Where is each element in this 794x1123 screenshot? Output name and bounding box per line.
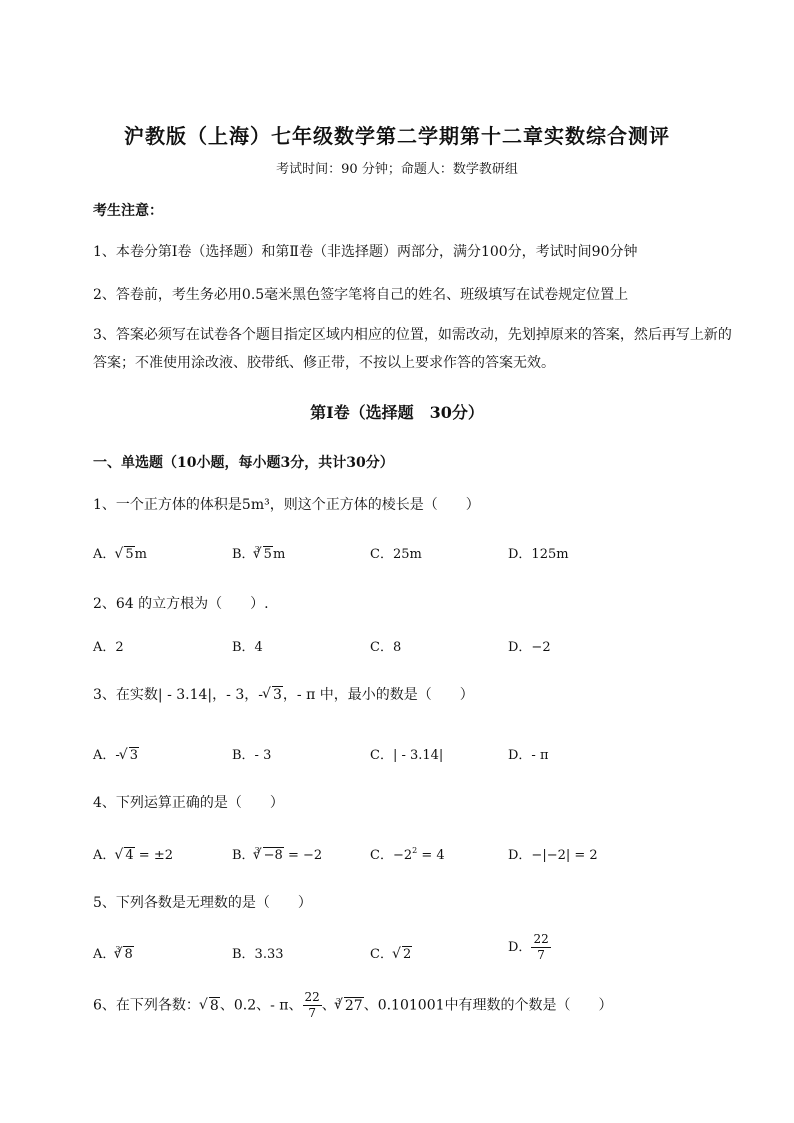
option-a: A．√ 4 = ±2: [93, 844, 173, 863]
option-c: C．| - 3.14|: [370, 748, 444, 763]
section-title: 第Ⅰ卷（选择题 30分）: [310, 403, 484, 422]
option-b: B．3.33: [232, 947, 284, 962]
option-d: D．125m: [508, 547, 569, 562]
option-b: B．$^3$√ 5m: [232, 543, 285, 562]
option-c: C．25m: [370, 547, 422, 562]
cube-root-symbol: √ 27: [335, 998, 364, 1014]
notice-heading: 考生注意：: [93, 203, 163, 219]
notice-item: 3、答案必须写在试卷各个题目指定区域内相应的位置，如需改动，先划掉原来的答案，然后再写上新的答案；不准使用涂改液、胶带纸、修正带，不按以上要求作答的答案无效。: [93, 327, 732, 371]
option-b: B．4: [232, 640, 263, 655]
option-c: C．$-2^2 = 4$: [370, 846, 445, 863]
question-stem: 5、下列各数是无理数的是（ ）: [93, 895, 312, 911]
option-c: C．8: [370, 640, 402, 655]
option-b: B．$^3$√ −8 = −2: [232, 844, 322, 863]
option-a: A．√ 5m: [93, 543, 147, 562]
question-stem: 4、下列运算正确的是（ ）: [93, 795, 284, 811]
option-d: D． $\frac{22}{7}$: [508, 932, 549, 962]
question-stem: 2、64 的立方根为（ ）.: [93, 596, 269, 612]
cube-root-symbol: √ −8: [254, 848, 284, 863]
notice-item: 2、答卷前，考生务必用0.5毫米黑色签字笔将自己的姓名、班级填写在试卷规定位置上: [93, 287, 629, 303]
sqrt-symbol: √ 4: [115, 848, 134, 863]
question-stem: 6、在下列各数：√ 8、0.2、- π、 $\frac{22}{7}$ 、$^3$√ 27、0.101001中有理数的个数是（ ）: [93, 990, 613, 1021]
page-subtitle: 考试时间：90 分钟；命题人：数学教研组: [276, 162, 518, 177]
question-stem: 3、在实数| - 3.14|，- 3，-√ 3，- π 中，最小的数是（ ）: [93, 684, 474, 704]
sqrt-symbol: √ 2: [393, 947, 412, 962]
question-stem: 1、一个正方体的体积是5m³，则这个正方体的棱长是（ ）: [93, 497, 480, 513]
option-a: A．-√ 3: [93, 744, 139, 763]
option-a: A．$^3$√ 8: [93, 943, 134, 962]
part-heading: 一、单选题（10小题，每小题3分，共计30分）: [93, 455, 394, 471]
sqrt-symbol: √ 3: [263, 687, 283, 703]
cube-root-symbol: √ 8: [114, 947, 133, 962]
sqrt-symbol: √ 5: [115, 547, 134, 562]
option-b: B．- 3: [232, 748, 272, 763]
sqrt-symbol: √ 3: [120, 748, 139, 763]
sqrt-symbol: √ 8: [200, 998, 220, 1014]
option-d: D．−|−2| = 2: [508, 848, 598, 863]
fraction: $\frac{22}{7}$: [304, 990, 320, 1020]
option-a: A．2: [93, 640, 124, 655]
page-title: 沪教版（上海）七年级数学第二学期第十二章实数综合测评: [124, 124, 670, 148]
option-c: C．√ 2: [370, 943, 412, 962]
fraction: $\frac{22}{7}$: [533, 932, 549, 962]
cube-root-symbol: √ 5: [254, 547, 273, 562]
option-d: D．−2: [508, 640, 551, 655]
notice-item: 1、本卷分第Ⅰ卷（选择题）和第Ⅱ卷（非选择题）两部分，满分100分，考试时间90分钟: [93, 244, 638, 260]
option-d: D．- π: [508, 748, 549, 763]
